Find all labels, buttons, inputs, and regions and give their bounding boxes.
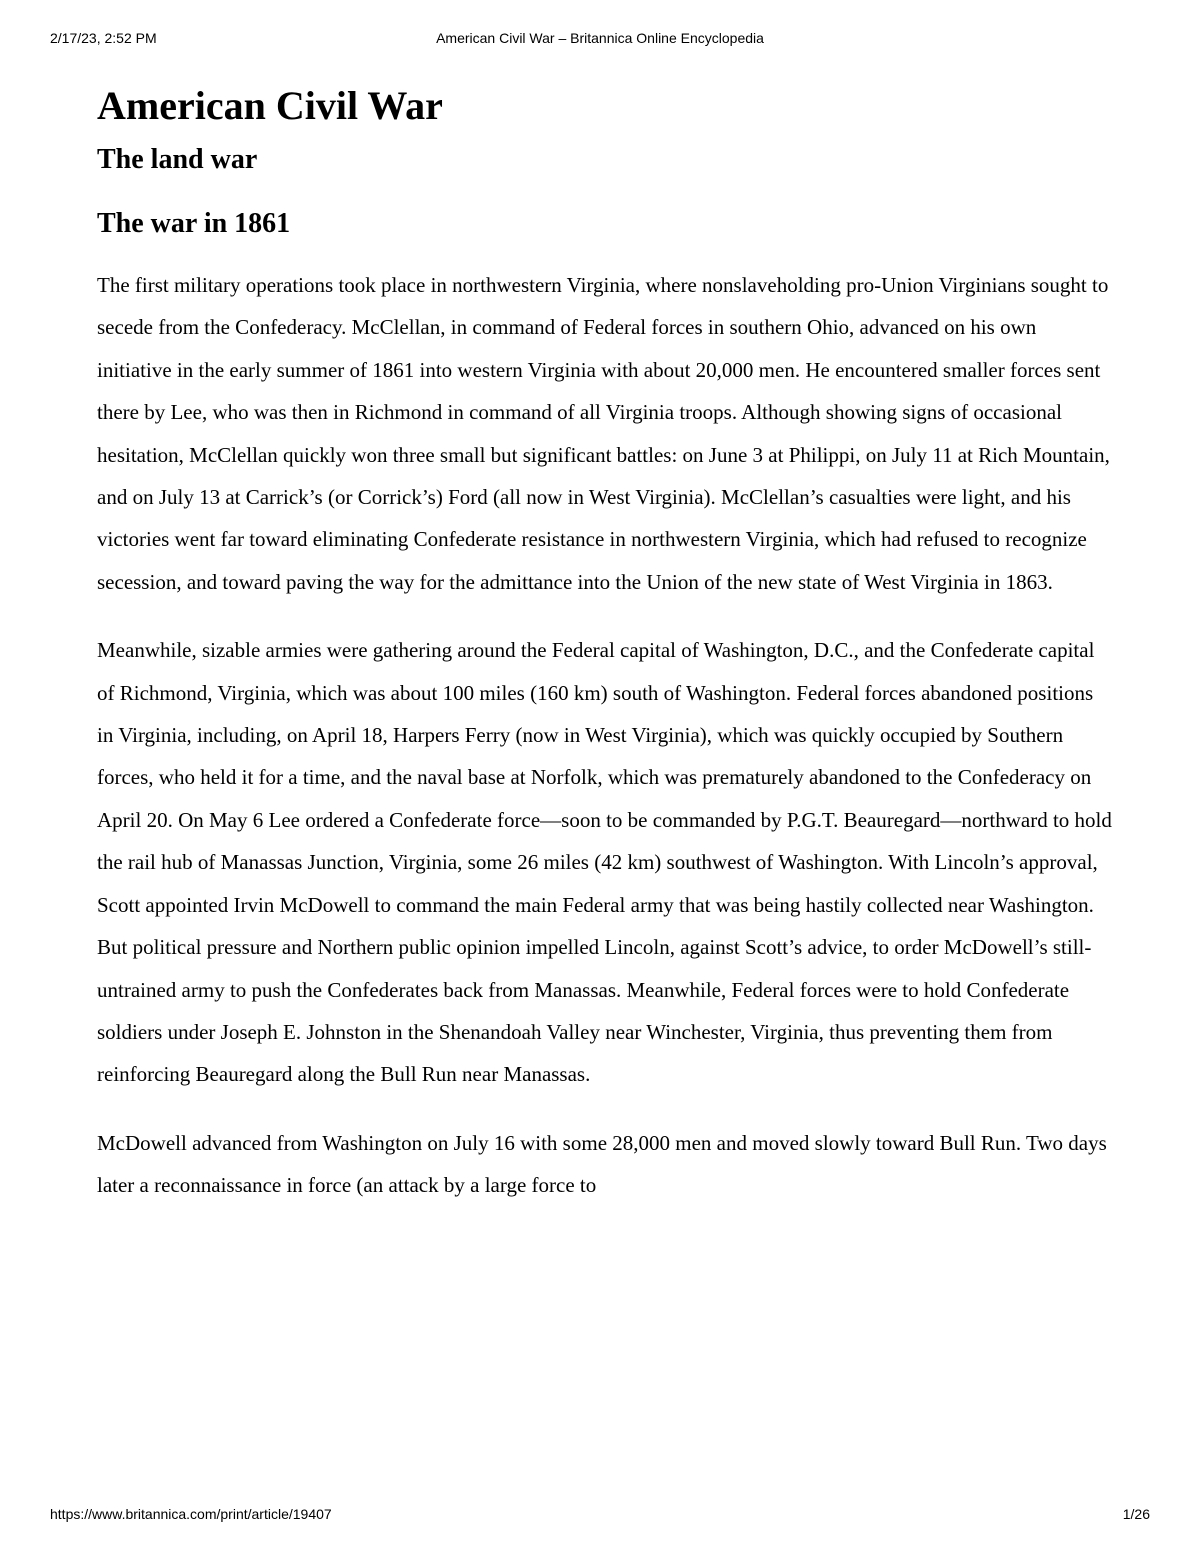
print-header: [50, 30, 1150, 50]
article-body: [97, 80, 1112, 1233]
print-datetime: 2/17/23, 2:52 PM: [50, 30, 157, 46]
subsection-heading: The war in 1861: [97, 208, 291, 239]
article-title: American Civil War: [97, 83, 443, 128]
paragraph-3: McDowell advanced from Washington on July 16 with some 28,000 men and moved slowly toward Bull Run. Two days later a reconnaissance in force (an attack by a large force to: [97, 1130, 1107, 1198]
page-indicator: 1/26: [1122, 1506, 1150, 1522]
section-heading: The land war: [97, 144, 258, 175]
article-url[interactable]: https://www.britannica.com/print/article/19407: [50, 1506, 332, 1522]
paragraph-1: The first military operations took place in northwestern Virginia, where nonslaveholding pro-Union Virginians sought to secede from the Confederacy. McClellan, in command of Federal forces in southern Ohio, advanced on his own initiative in the early summer of 1861 into western Virginia with about 20,000 men. He encountered smaller forces sent there by Lee, who was then in Richmond in command of all Virginia troops. Although showing signs of occasional hesitation, McClellan quickly won three small but significant battles: on June 3 at Philippi, on July 11 at Rich Mountain, and on July 13 at Carrick’s (or Corrick’s) Ford (all now in West Virginia). McClellan’s casualties were light, and his victories went far toward eliminating Confederate resistance in northwestern Virginia, which had refused to recognize secession, and toward paving the way for the admittance into the Union of the new state of West Virginia in 1863.: [97, 273, 1110, 594]
print-footer: [50, 1506, 1150, 1526]
print-page-title: American Civil War – Britannica Online Encyclopedia: [436, 30, 764, 46]
paragraph-2: Meanwhile, sizable armies were gathering around the Federal capital of Washington, D.C., and the Confederate capital of Richmond, Virginia, which was about 100 miles (160 km) south of Washington. Federal forces abandoned positions in Virginia, including, on April 18, Harpers Ferry (now in West Virginia), which was quickly occupied by Southern forces, who held it for a time, and the naval base at Norfolk, which was prematurely abandoned to the Confederacy on April 20. On May 6 Lee ordered a Confederate force—soon to be commanded by P.G.T. Beauregard—northward to hold the rail hub of Manassas Junction, Virginia, some 26 miles (42 km) southwest of Washington. With Lincoln’s approval, Scott appointed Irvin McDowell to command the main Federal army that was being hastily collected near Washington. But political pressure and Northern public opinion impelled Lincoln, against Scott’s advice, to order McDowell’s still-untrained army to push the Confederates back from Manassas. Meanwhile, Federal forces were to hold Confederate soldiers under Joseph E. Johnston in the Shenandoah Valley near Winchester, Virginia, thus preventing them from reinforcing Beauregard along the Bull Run near Manassas.: [97, 638, 1112, 1087]
